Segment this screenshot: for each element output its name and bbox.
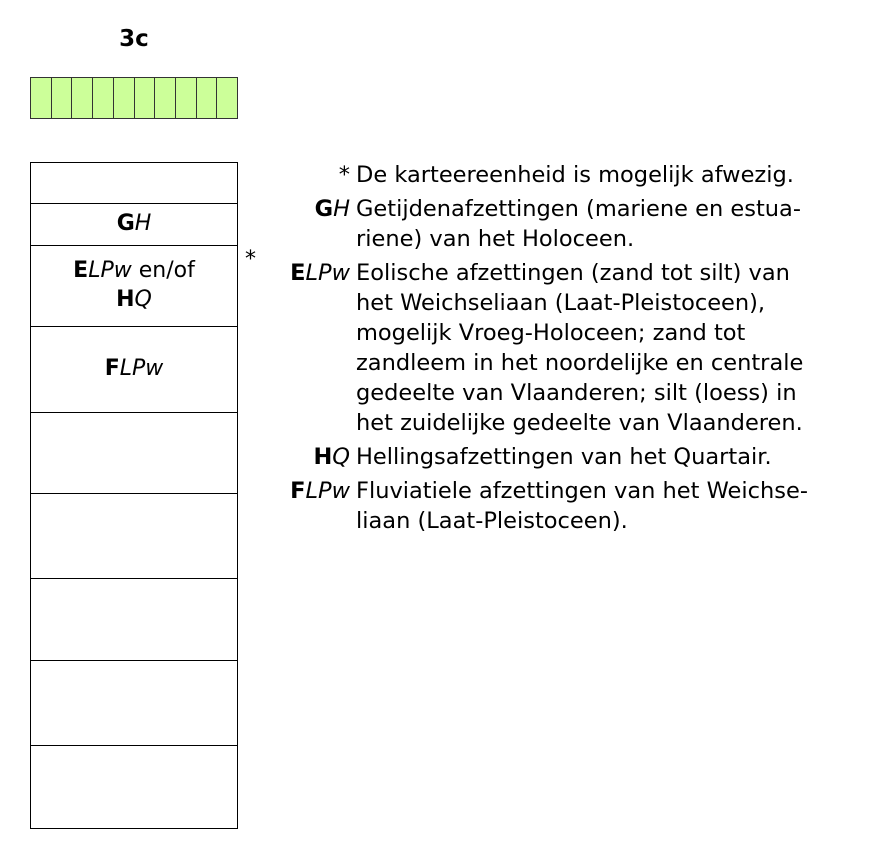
legend xyxy=(270,160,870,540)
color-bar-cell xyxy=(31,78,52,118)
layer-label-line xyxy=(105,355,164,384)
legend-code xyxy=(270,258,356,438)
legend-code-run: E xyxy=(290,260,306,286)
color-bar xyxy=(30,77,238,119)
legend-code xyxy=(270,194,356,254)
legend-description-line: gedeelte van Vlaanderen; silt (loess) in xyxy=(356,380,797,406)
legend-description-line: De karteereenheid is mogelijk afwezig. xyxy=(356,162,794,188)
legend-description-line: Hellingsafzettingen van het Quartair. xyxy=(356,444,772,470)
color-bar-cell xyxy=(52,78,73,118)
diagram-title: 3c xyxy=(119,26,149,52)
color-bar-cell xyxy=(197,78,218,118)
legend-item xyxy=(270,160,870,190)
legend-description xyxy=(356,476,870,536)
legend-description xyxy=(356,258,870,438)
legend-description-line: Fluviatiele afzettingen van het Weichse- xyxy=(356,478,808,504)
legend-item xyxy=(270,442,870,472)
legend-code-run: G xyxy=(314,196,334,222)
layer-5 xyxy=(31,412,237,494)
legend-description-line: mogelijk Vroeg-Holoceen; zand tot xyxy=(356,320,746,346)
layer-8 xyxy=(31,660,237,746)
layer-flpw xyxy=(31,326,237,413)
legend-code xyxy=(270,442,356,472)
legend-item xyxy=(270,476,870,536)
legend-description xyxy=(356,442,870,472)
legend-code xyxy=(270,160,356,190)
stratigraphic-column xyxy=(30,162,238,829)
layer-label-line xyxy=(73,286,195,315)
layer-7 xyxy=(31,578,237,661)
layer-label-line xyxy=(117,210,152,239)
layer-label-run: en/of xyxy=(131,257,195,283)
color-bar-cell xyxy=(114,78,135,118)
layer-label-run: E xyxy=(73,257,89,283)
layer-label xyxy=(73,257,195,314)
layer-label-run: F xyxy=(104,355,120,381)
legend-description-line: Eolische afzettingen (zand tot silt) van xyxy=(356,260,790,286)
layer-gh xyxy=(31,203,237,246)
legend-code-run: LPw xyxy=(305,260,350,286)
layer-6 xyxy=(31,493,237,579)
legend-code-run: Q xyxy=(332,444,350,470)
layer-label xyxy=(105,355,164,384)
color-bar-cell xyxy=(176,78,197,118)
legend-description xyxy=(356,194,870,254)
legend-description-line: riene) van het Holoceen. xyxy=(356,226,635,252)
layer-label-run: G xyxy=(116,210,135,236)
optional-layer-marker: * xyxy=(245,247,256,272)
legend-code-run: H xyxy=(333,196,350,222)
legend-code-run: H xyxy=(313,444,333,470)
legend-description-line: het zuidelijke gedeelte van Vlaanderen. xyxy=(356,410,803,436)
legend-description-line: het Weichseliaan (Laat-Pleistoceen), xyxy=(356,290,766,316)
layer-1 xyxy=(31,163,237,204)
layer-label-run: H xyxy=(134,210,152,236)
color-bar-cell xyxy=(155,78,176,118)
color-bar-cell xyxy=(135,78,156,118)
legend-description-line: zandleem in het noordelijke en centrale xyxy=(356,350,804,376)
layer-label-run: H xyxy=(116,286,135,312)
legend-code-run: F xyxy=(290,478,306,504)
layer-label xyxy=(117,210,152,239)
color-bar-cell xyxy=(217,78,237,118)
layer-label-run: LPw xyxy=(88,257,132,283)
legend-code-run: * xyxy=(338,162,350,188)
layer-9 xyxy=(31,745,237,828)
legend-code-run: LPw xyxy=(305,478,350,504)
legend-description-line: Getijdenafzettingen (mariene en estua- xyxy=(356,196,801,222)
layer-elpw-hq xyxy=(31,245,237,327)
color-bar-cell xyxy=(93,78,114,118)
legend-item xyxy=(270,258,870,438)
color-bar-cell xyxy=(72,78,93,118)
legend-description xyxy=(356,160,870,190)
legend-code xyxy=(270,476,356,536)
layer-label-run: Q xyxy=(134,286,152,312)
layer-label-line xyxy=(73,257,195,286)
legend-item xyxy=(270,194,870,254)
legend-description-line: liaan (Laat-Pleistoceen). xyxy=(356,508,628,534)
layer-label-run: LPw xyxy=(119,355,164,381)
